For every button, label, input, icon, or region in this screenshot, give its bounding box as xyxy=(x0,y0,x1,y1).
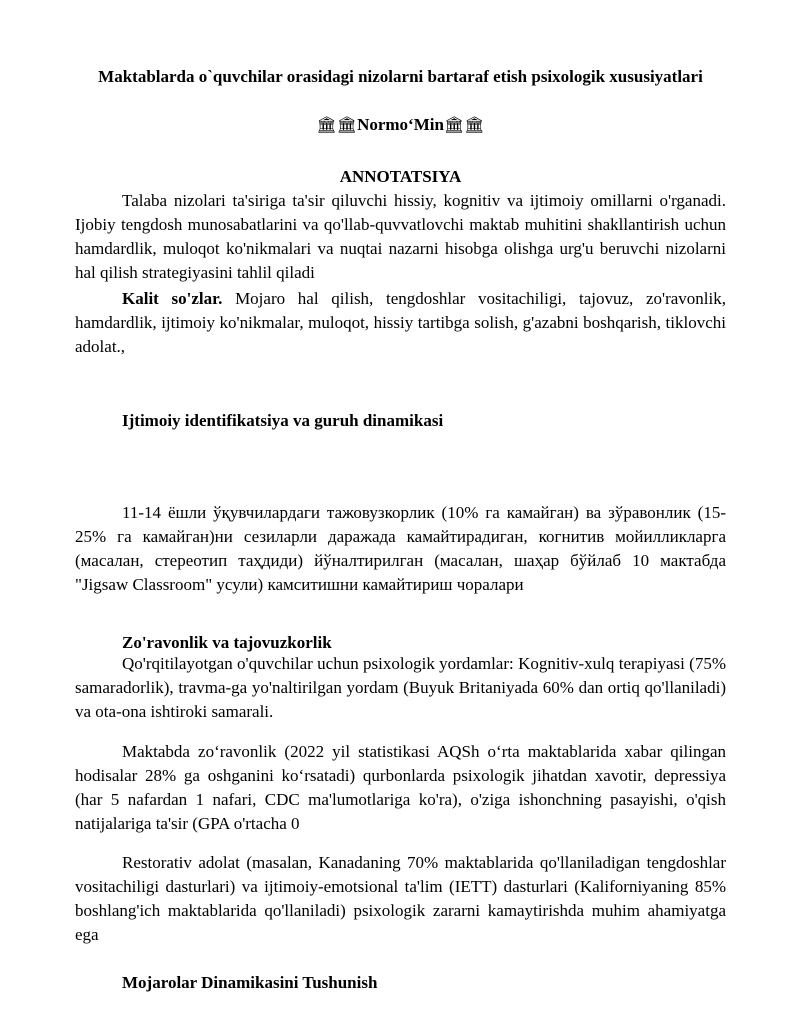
keywords-text: Mojaro hal qilish, tengdoshlar vositachiligi, tajovuz, zo'ravonlik, hamdardlik, ijtimoiy ko'nikmalar, muloqot, hissiy tartibga solish, g'azabni boshqarish, tiklovchi adolat., xyxy=(75,289,726,356)
section-heading-violence: Zo'ravonlik va tajovuzkorlik xyxy=(122,633,332,652)
section2-paragraph-2: Maktabda zo‘ravonlik (2022 yil statistikasi AQSh o‘rta maktablarida xabar qilingan hodisalar 28% ga oshganini ko‘rsatadi) qurbonlarda psixologik jihatdan xavotir, depressiya (har 5 nafardan 1 nafari, CDC ma'lumotlariga ko'ra), o'ziga ishonchning pasayishi, o'qish natijalariga ta'sir (GPA o'rtacha 0 xyxy=(75,742,726,833)
author-name: Normo‘Min xyxy=(357,115,444,134)
keywords-label: Kalit so'zlar. xyxy=(122,289,223,308)
section1-paragraph: 11-14 ёшли ўқувчилардаги тажовузкорлик (10% га камайган) ва зўравонлик (15-25% га камайган)ни сезиларли даражада камайтирадиган, когнитив мойилликларга (масалан, стереотип таҳдиди) йўналтирилган (масалан, шаҳар бўйлаб 10 мактабда "Jigsaw Classroom" усули) камситишни камайтириш чоралари xyxy=(75,503,726,594)
annotation-heading: ANNOTATSIYA xyxy=(339,167,462,186)
document-title: Maktablarda o`quvchilar orasidagi nizolarni bartaraf etish psixologik xususiyatlari xyxy=(98,67,703,86)
annotation-paragraph: Talaba nizolari ta'siriga ta'sir qiluvchi hissiy, kognitiv va ijtimoiy omillarni o'rganadi. Ijobiy tengdosh munosabatlarini va qo'llab-quvvatlovchi maktab muhitini shakllantirish uchun hamdardlik, muloqot ko'nikmalari va nuqtai nazarni hisobga olishga urg'u beruvchi nizolarni hal qilish strategiyasini tahlil qiladi xyxy=(75,191,726,282)
section2-paragraph-3: Restorativ adolat (masalan, Kanadaning 70% maktablarida qo'llaniladigan tengdoshlar vositachiligi dasturlari) va ijtimoiy-emotsional ta'lim (IETT) dasturlari (Kaliforniyaning 85% boshlang'ich maktablarida qo'llaniladi) psixologik zararni kamaytirishda muhim ahamiyatga ega xyxy=(75,853,726,944)
keywords-paragraph xyxy=(75,287,726,359)
section-heading-social-identification: Ijtimoiy identifikatsiya va guruh dinamikasi xyxy=(122,411,444,430)
building-icon-right: 🏛🏛 xyxy=(443,115,485,134)
building-icon-left: 🏛🏛 xyxy=(316,115,358,134)
author-line xyxy=(75,114,726,136)
section-heading-conflict-dynamics: Mojarolar Dinamikasini Tushunish xyxy=(122,973,378,992)
section2-paragraph-1: Qo'rqitilayotgan o'quvchilar uchun psixologik yordamlar: Kognitiv-xulq terapiyasi (75% samaradorlik), travma-ga yo'naltirilgan yordam (Buyuk Britaniyada 60% dan ortiq qo'llaniladi) va ota-ona ishtiroki samarali. xyxy=(75,654,726,721)
